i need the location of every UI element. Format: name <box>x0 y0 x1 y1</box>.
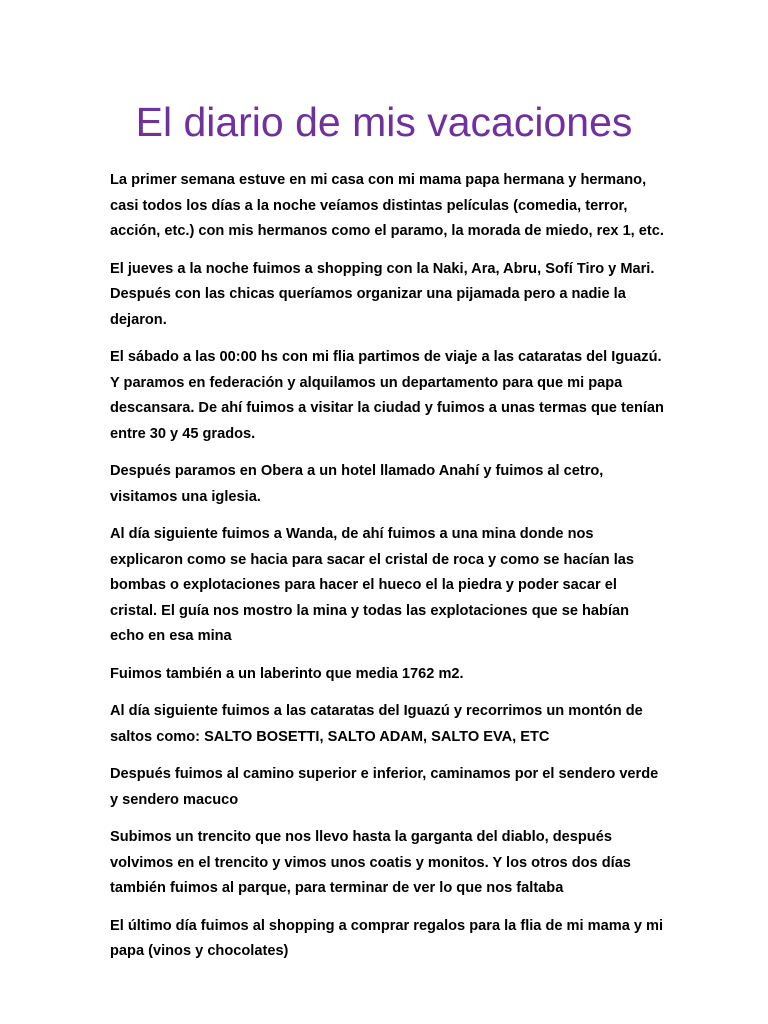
paragraph: Después paramos en Obera a un hotel llamado Anahí y fuimos al cetro, visitamos una iglesia. <box>110 463 604 505</box>
paragraph: Al día siguiente fuimos a Wanda, de ahí fuimos a una mina donde nos explicaron como se hacia para sacar el cristal de roca y como se hacían las bombas o explotaciones para hacer el hueco el la piedra y poder sacar el cristal. El guía nos mostro la mina y todas las explotaciones que se habían echo en esa mina <box>110 526 635 644</box>
paragraph: El jueves a la noche fuimos a shopping con la Naki, Ara, Abru, Sofí Tiro y Mari. Después con las chicas queríamos organizar una pijamada pero a nadie la dejaron. <box>110 260 655 328</box>
paragraph: La primer semana estuve en mi casa con mi mama papa hermana y hermano, casi todos los días a la noche veíamos distintas películas (comedia, terror, acción, etc.) con mis hermanos como el paramo, la morada de miedo, rex 1, etc. <box>110 172 664 239</box>
paragraph: Subimos un trencito que nos llevo hasta la garganta del diablo, después volvimos en el trencito y vimos unos coatis y monitos. Y los otros dos días también fuimos al parque, para terminar de ver lo que nos faltaba <box>110 829 631 896</box>
paragraph: Después fuimos al camino superior e inferior, caminamos por el sendero verde y sendero macuco <box>110 766 659 808</box>
document-body <box>110 168 666 977</box>
paragraph: Al día siguiente fuimos a las cataratas del Iguazú y recorrimos un montón de saltos como: SALTO BOSETTI, SALTO ADAM, SALTO EVA, ETC <box>110 703 643 745</box>
paragraph: Fuimos también a un laberinto que media 1762 m2. <box>110 665 464 682</box>
page-title: El diario de mis vacaciones <box>135 99 633 145</box>
paragraph: El último día fuimos al shopping a comprar regalos para la flia de mi mama y mi papa (vinos y chocolates) <box>110 917 664 959</box>
paragraph: El sábado a las 00:00 hs con mi flia partimos de viaje a las cataratas del Iguazú. Y paramos en federación y alquilamos un departamento para que mi papa descansara. De ahí fuimos a visitar la ciudad y fuimos a unas termas que tenían entre 30 y 45 grados. <box>110 349 664 442</box>
